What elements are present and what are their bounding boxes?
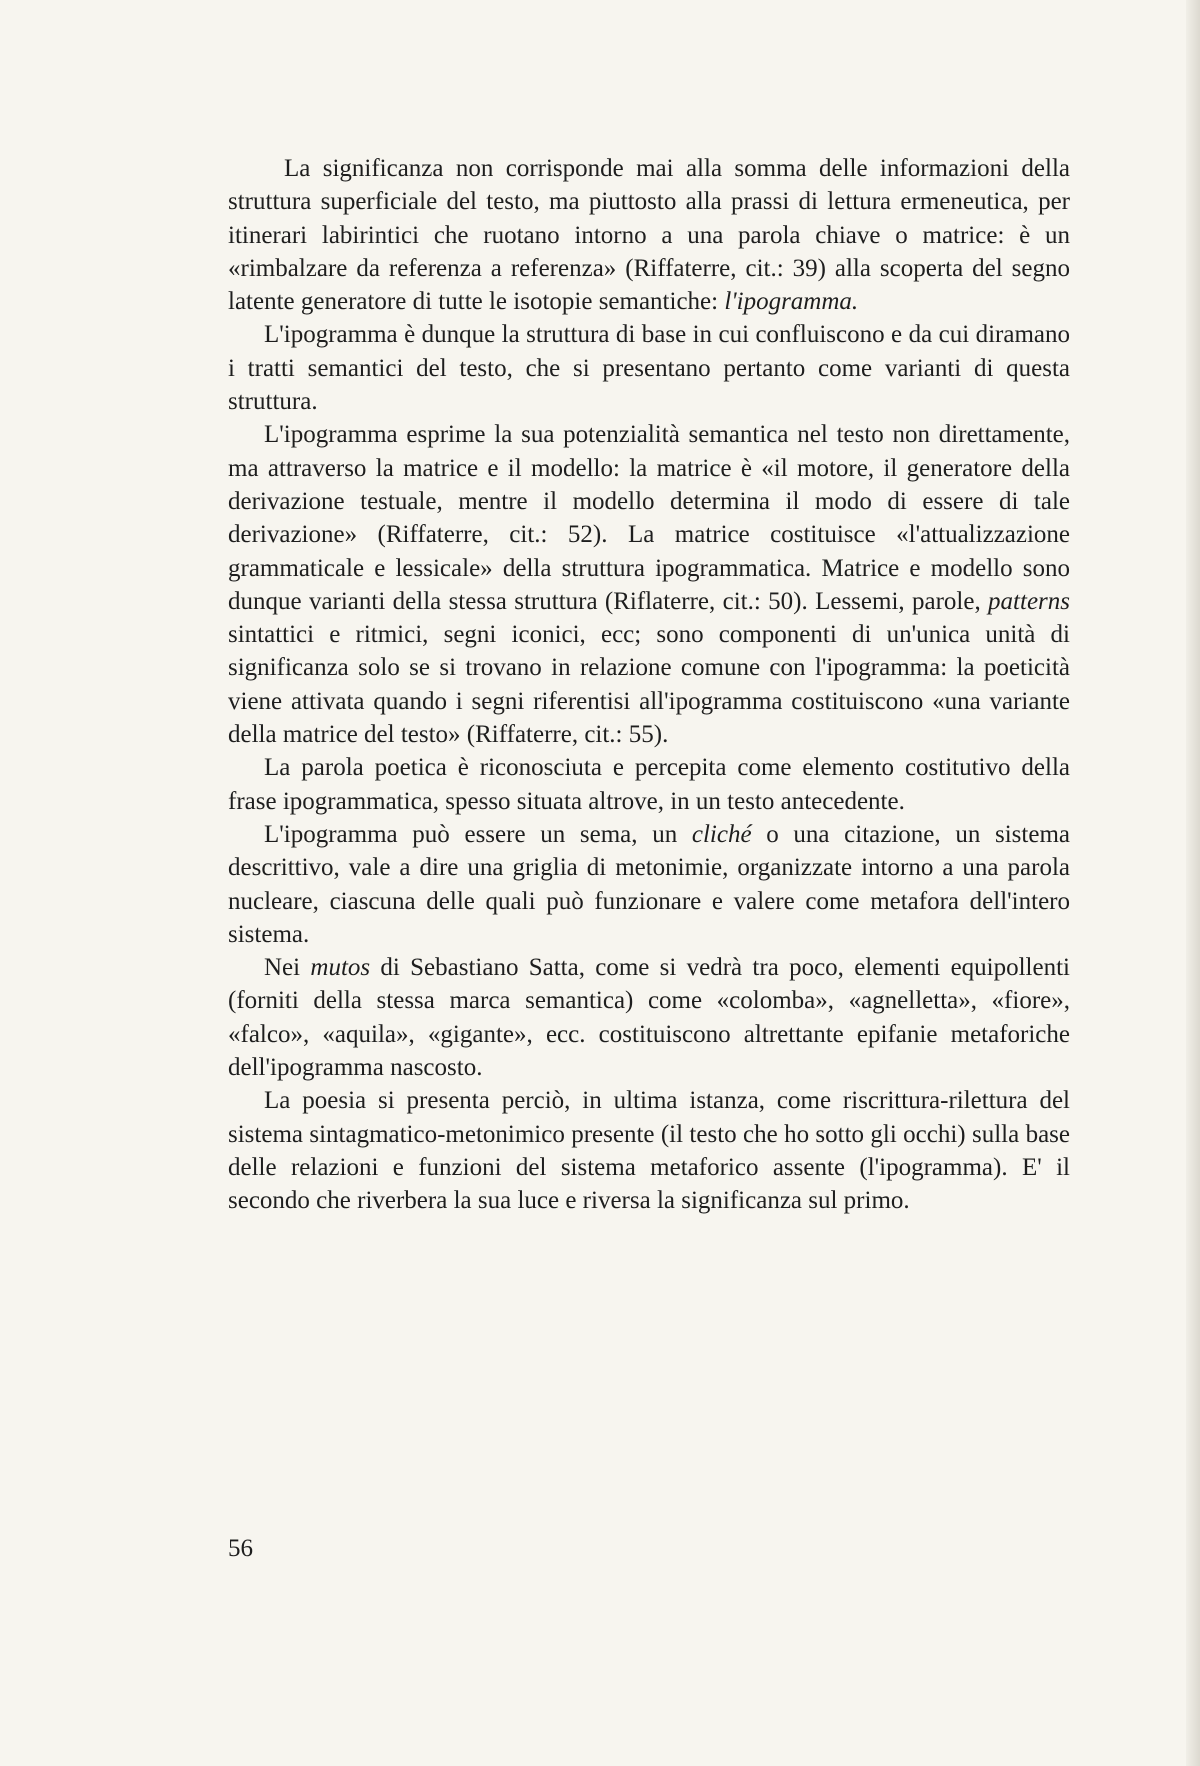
paragraph-5-emphasis: cliché (691, 820, 752, 848)
paragraph-4 (228, 751, 1070, 818)
paragraph-1-emphasis: l'ipogramma. (724, 288, 859, 316)
body-text (228, 152, 1070, 1218)
paragraph-7 (228, 1084, 1070, 1217)
paragraph-1-text: La significanza non corrisponde mai alla somma delle informazioni della struttura superficiale del testo, ma piuttosto alla prassi di lettura ermeneutica, per itinerari labirintici che ruotano intorno a una parola chiave o matrice: è un «rimbalzare da referenza a referenza» (Riffaterre, cit.: 39) alla scoperta del segno latente generatore di tutte le isotopie semantiche: (228, 155, 1070, 316)
paragraph-6-text-end: di Sebastiano Satta, come si vedrà tra poco, elementi equipollenti (forniti della stessa marca semantica) come «colomba», «agnelletta», «fiore», «falco», «aquila», «gigante», ecc. costituiscono altrettante epifanie metaforiche dell'ipogramma nascosto. (228, 954, 1070, 1082)
paragraph-3-emphasis: patterns (988, 587, 1070, 615)
paragraph-5-text-end: o una citazione, un sistema descrittivo, vale a dire una griglia di metonimie, organizzate intorno a una parola nucleare, ciascuna delle quali può funzionare e valere come metafora dell'intero sistema. (228, 820, 1070, 948)
paragraph-3-text: L'ipogramma esprime la sua potenzialità semantica nel testo non direttamente, ma attraverso la matrice e il modello: la matrice è «il motore, il generatore della derivazione testuale, mentre il modello determina il modo di essere di tale derivazione» (Riffaterre, cit.: 52). La matrice costituisce «l'attualizzazione grammaticale e lessicale» della struttura ipogrammatica. Matrice e modello sono dunque varianti della stessa struttura (Riflaterre, cit.: 50). Lessemi, parole, (228, 421, 1070, 615)
paragraph-6-emphasis: mutos (310, 954, 371, 982)
paragraph-7-text: La poesia si presenta perciò, in ultima istanza, come riscrittura-rilettura del sistema sintagmatico-metonimico presente (il testo che ho sotto gli occhi) sulla base delle relazioni e funzioni del sistema metaforico assente (l'ipogramma). E' il secondo che riverbera la sua luce e riversa la significanza sul primo. (228, 1087, 1070, 1215)
paragraph-5 (228, 818, 1070, 951)
paragraph-3 (228, 418, 1070, 751)
paragraph-3-text-end: sintattici e ritmici, segni iconici, ecc; sono componenti di un'unica unità di significanza solo se si trovano in relazione comune con l'ipogramma: la poeticità viene attivata quando i segni riferentisi all'ipogramma costituiscono «una variante della matrice del testo» (Riffaterre, cit.: 55). (228, 621, 1070, 749)
paragraph-6-text: Nei (264, 954, 311, 982)
paragraph-2-text: L'ipogramma è dunque la struttura di base in cui confluiscono e da cui diramano i tratti semantici del testo, che si presentano pertanto come varianti di questa struttura. (228, 321, 1070, 416)
paragraph-1 (228, 152, 1070, 318)
paragraph-4-text: La parola poetica è riconosciuta e percepita come elemento costitutivo della frase ipogrammatica, spesso situata altrove, in un testo antecedente. (228, 754, 1070, 815)
paragraph-2 (228, 318, 1070, 418)
page-number: 56 (228, 1535, 253, 1562)
page-edge (1186, 0, 1200, 1766)
paragraph-6 (228, 951, 1070, 1084)
paragraph-5-text: L'ipogramma può essere un sema, un (264, 820, 692, 848)
